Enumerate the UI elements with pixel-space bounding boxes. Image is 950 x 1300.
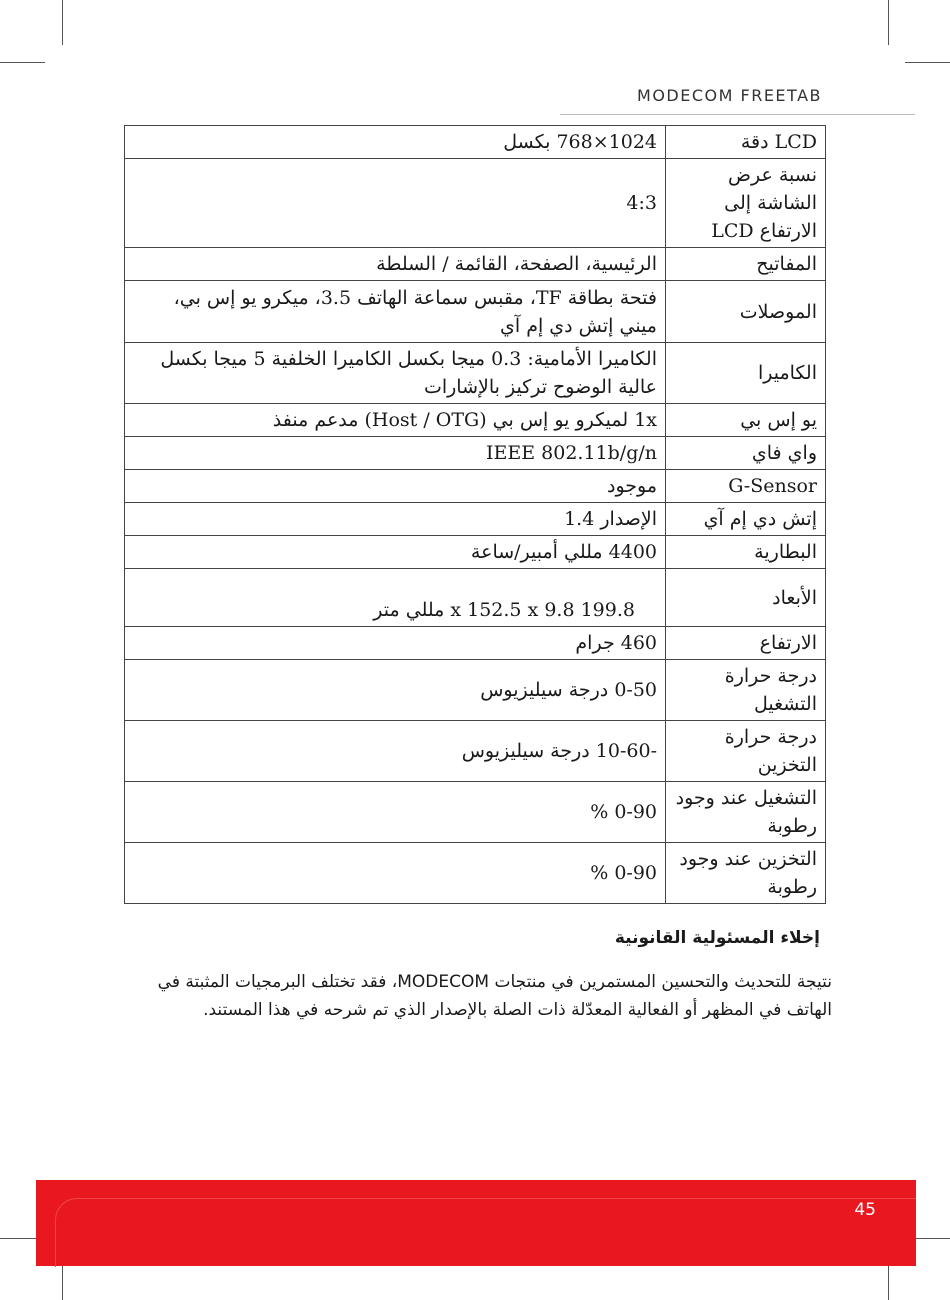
spec-label: البطارية xyxy=(666,536,826,569)
table-row xyxy=(125,470,826,503)
disclaimer-text: نتيجة للتحديث والتحسين المستمرين في منتجات MODECOM، فقد تختلف البرمجيات المثبتة في الهاتف في المظهر أو الفعالية المعدّلة ذات الصلة بالإصدار الذي تم شرحه في هذا المستند. xyxy=(157,972,832,1020)
table-row xyxy=(125,721,826,782)
spec-label: LCD دقة xyxy=(666,126,826,159)
spec-value: 4:3 xyxy=(125,159,666,248)
disclaimer-title: إخلاء المسئولية القانونية xyxy=(614,928,820,948)
spec-label: الكاميرا xyxy=(666,343,826,404)
spec-label: الموصلات xyxy=(666,281,826,343)
spec-table xyxy=(124,125,826,904)
table-row xyxy=(125,248,826,281)
spec-value: موجود xyxy=(125,470,666,503)
spec-label: الارتفاع xyxy=(666,627,826,660)
header-title: MODECOM FREETAB xyxy=(637,86,822,105)
spec-value: الرئيسية، الصفحة، القائمة / السلطة xyxy=(125,248,666,281)
table-row xyxy=(125,503,826,536)
spec-label: نسبة عرض الشاشة إلى الارتفاع LCD xyxy=(666,159,826,248)
table-row xyxy=(125,536,826,569)
table-row xyxy=(125,404,826,437)
spec-value: الإصدار 1.4 xyxy=(125,503,666,536)
crop-mark xyxy=(888,0,889,45)
spec-value: 1x لميكرو يو إس بي (Host / OTG) مدعم منفذ xyxy=(125,404,666,437)
table-row xyxy=(125,782,826,843)
spec-value: 0-50 درجة سيليزيوس xyxy=(125,660,666,721)
crop-mark xyxy=(905,62,950,63)
spec-label: التشغيل عند وجود رطوبة xyxy=(666,782,826,843)
footer-bar-outline xyxy=(55,1198,916,1267)
spec-label: التخزين عند وجود رطوبة xyxy=(666,843,826,904)
spec-value: IEEE 802.11b/g/n xyxy=(125,437,666,470)
table-row xyxy=(125,569,826,627)
spec-value: الكاميرا الأمامية: 0.3 ميجا بكسل الكاميرا الخلفية 5 ميجا بكسل عالية الوضوح تركيز بالإشارات xyxy=(125,343,666,404)
table-row xyxy=(125,159,826,248)
spec-value: 0-90 % xyxy=(125,782,666,843)
spec-value: 1024×768 بكسل xyxy=(125,126,666,159)
spec-label: درجة حرارة التشغيل xyxy=(666,660,826,721)
spec-label: المفاتيح xyxy=(666,248,826,281)
table-row xyxy=(125,437,826,470)
table-row xyxy=(125,343,826,404)
table-row xyxy=(125,627,826,660)
spec-label: درجة حرارة التخزين xyxy=(666,721,826,782)
spec-value: 199.8 x 152.5 x 9.8 مللي متر xyxy=(125,569,666,627)
spec-label: الأبعاد xyxy=(666,569,826,627)
crop-mark xyxy=(62,0,63,45)
header-rule xyxy=(560,114,915,115)
spec-value: 460 جرام xyxy=(125,627,666,660)
table-row xyxy=(125,281,826,343)
table-row xyxy=(125,843,826,904)
spec-label: يو إس بي xyxy=(666,404,826,437)
spec-value: 4400 مللي أمبير/ساعة xyxy=(125,536,666,569)
crop-mark xyxy=(0,62,45,63)
spec-value: 0-90 % xyxy=(125,843,666,904)
page-number: 45 xyxy=(854,1200,876,1220)
spec-label: إتش دي إم آي xyxy=(666,503,826,536)
spec-value: -10-60 درجة سيليزيوس xyxy=(125,721,666,782)
spec-label: واي فاي xyxy=(666,437,826,470)
table-row xyxy=(125,660,826,721)
spec-value: فتحة بطاقة TF، مقبس سماعة الهاتف 3.5، ميكرو يو إس بي، ميني إتش دي إم آي xyxy=(125,281,666,343)
table-row xyxy=(125,126,826,159)
spec-label: G-Sensor xyxy=(666,470,826,503)
